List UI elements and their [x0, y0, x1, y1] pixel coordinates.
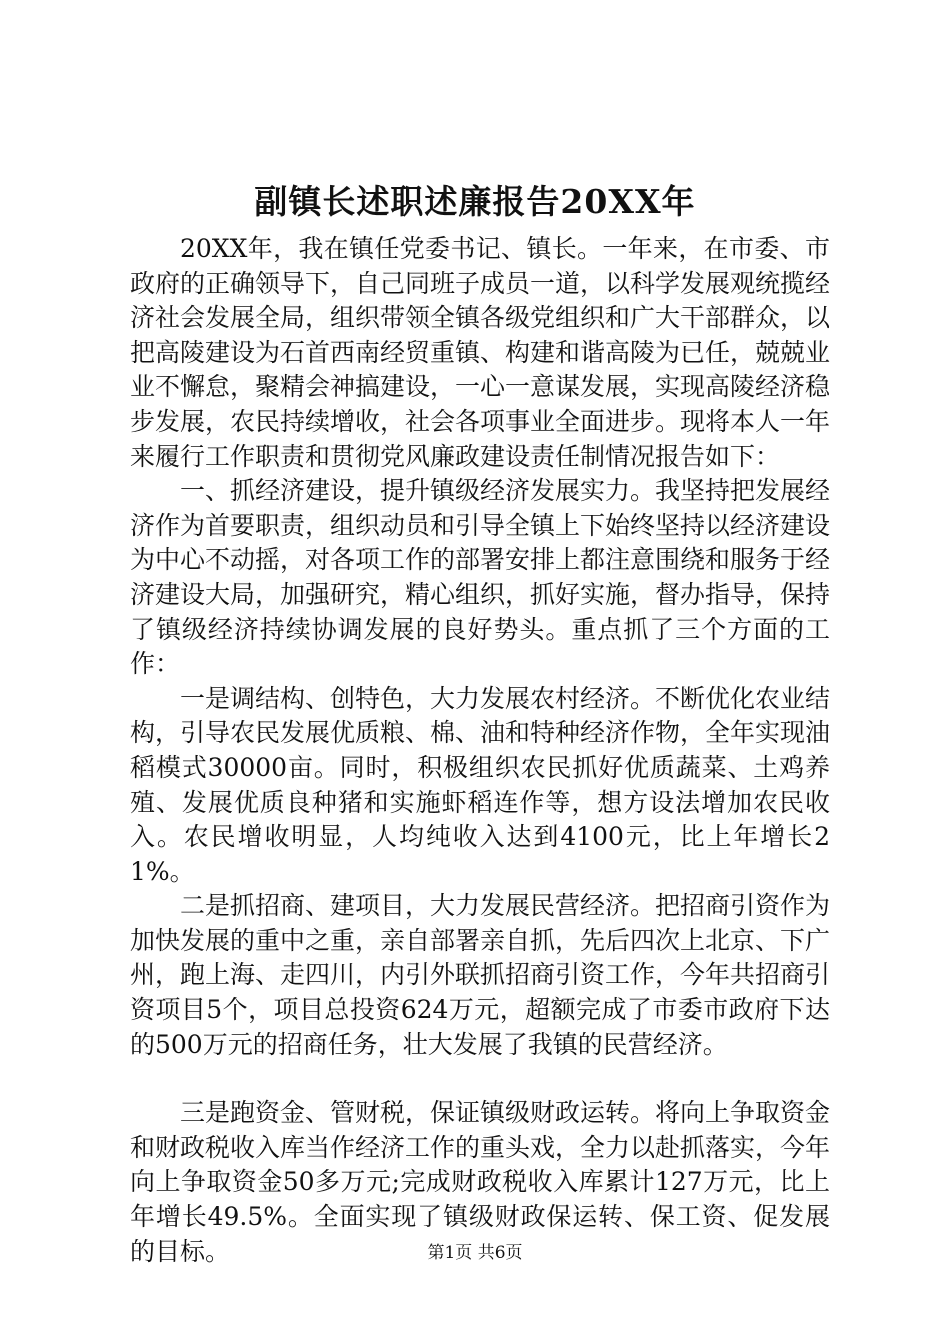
paragraph-intro: 20XX年，我在镇任党委书记、镇长。一年来，在市委、市政府的正确领导下，自己同班子成员一道，以科学发展观统揽经济社会发展全局，组织带领全镇各级党组织和广大干部群众，以把高陵建设为石首西南经贸重镇、构建和谐高陵为已任，兢兢业业不懈怠，聚精会神搞建设，一心一意谋发展，实现高陵经济稳步发展，农民持续增收，社会各项事业全面进步。现将本人一年来履行工作职责和贯彻党风廉政建设责任制情况报告如下： [130, 234, 831, 471]
paragraph-point-two: 二是抓招商、建项目，大力发展民营经济。把招商引资作为加快发展的重中之重，亲自部署亲自抓，先后四次上北京、下广州，跑上海、走四川，内引外联抓招商引资工作，今年共招商引资项目5个，项目总投资624万元，超额完成了市委市政府下达的500万元的招商任务，壮大发展了我镇的民营经济。 [130, 891, 831, 1059]
page-footer: 第1页 共6页 [427, 1243, 523, 1263]
paragraph-section-one: 一、抓经济建设，提升镇级经济发展实力。我坚持把发展经济作为首要职责，组织动员和引导全镇上下始终坚持以经济建设为中心不动摇，对各项工作的部署安排上都注意围绕和服务于经济建设大局，加强研究，精心组织，抓好实施，督办指导，保持了镇级经济持续协调发展的良好势头。重点抓了三个方面的工作： [130, 476, 831, 679]
document-title: 副镇长述职述廉报告20XX年 [254, 182, 696, 221]
paragraph-point-three: 三是跑资金、管财税，保证镇级财政运转。将向上争取资金和财政税收入库当作经济工作的重头戏，全力以赴抓落实，今年向上争取资金50多万元;完成财政税收入库累计127万元，比上年增长49.5%。全面实现了镇级财政保运转、保工资、促发展的目标。 [130, 1098, 831, 1266]
document-body [130, 232, 830, 1269]
paragraph-point-one: 一是调结构、创特色，大力发展农村经济。不断优化农业结构，引导农民发展优质粮、棉、油和特种经济作物，全年实现油稻模式30000亩。同时，积极组织农民抓好优质蔬菜、土鸡养殖、发展优质良种猪和实施虾稻连作等，想方设法增加农民收入。农民增收明显，人均纯收入达到4100元，比上年增长21%。 [130, 683, 831, 886]
